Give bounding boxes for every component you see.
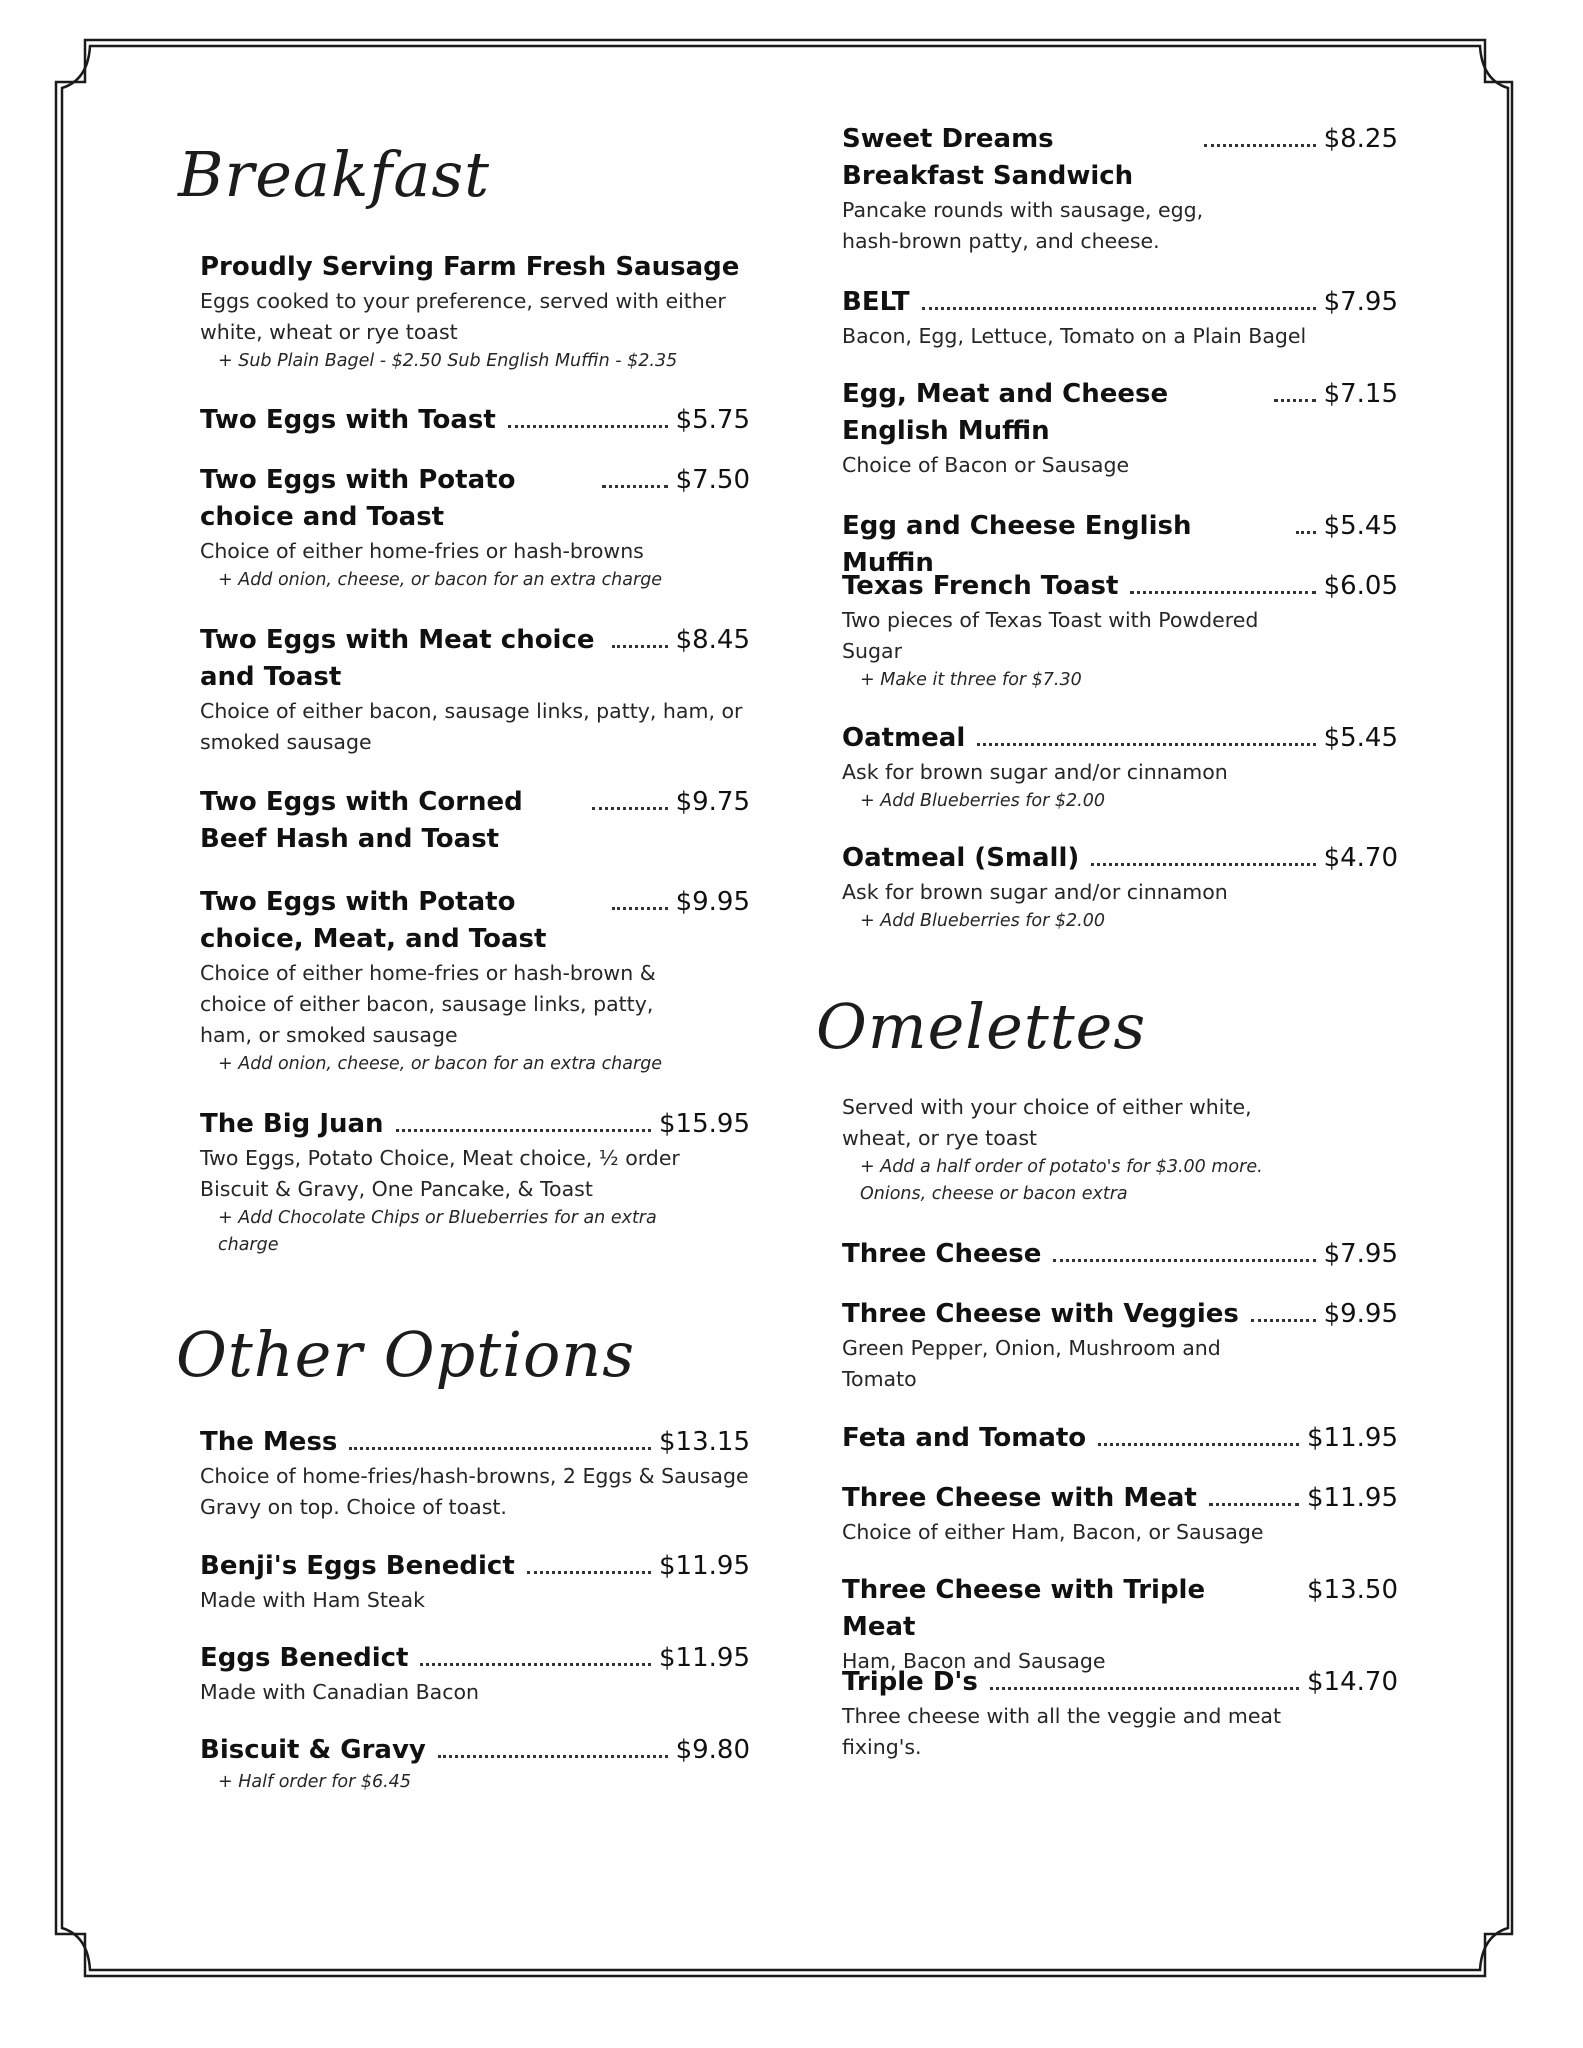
menu-item [842,1664,1398,1763]
item-price: $7.50 [675,465,750,495]
menu-item [200,1548,750,1616]
item-price: $9.95 [1323,1299,1398,1329]
item-price: $9.95 [675,887,750,917]
item-name: Egg and Cheese English Muffin [842,511,1192,578]
dot-leader [438,1755,668,1758]
dot-leader [508,425,668,428]
dot-leader [1091,863,1315,866]
dot-leader [1251,1319,1316,1322]
dot-leader [612,907,668,910]
item-description: Choice of either bacon, sausage links, patty, ham, or smoked sausage [200,699,743,754]
item-note: + Add onion, cheese, or bacon for an extra charge [218,570,663,590]
item-description: Bacon, Egg, Lettuce, Tomato on a Plain Bagel [842,324,1307,348]
menu-item [842,1236,1398,1273]
item-name: Three Cheese with Meat [842,1483,1197,1513]
item-name: Feta and Tomato [842,1423,1087,1453]
item-price: $9.80 [675,1735,750,1765]
item-description: Ask for brown sugar and/or cinnamon [842,760,1228,784]
item-name: Three Cheese with Veggies [842,1299,1239,1329]
dot-leader [527,1571,651,1574]
menu-item [842,1420,1398,1457]
item-name: Two Eggs with Potato choice, Meat, and Toast [200,887,547,954]
dot-leader [1296,531,1316,534]
menu-item [200,462,750,594]
item-price: $5.75 [675,405,750,435]
item-price: $7.95 [1323,287,1398,317]
menu-item [200,884,750,1078]
item-note: + Add Blueberries for $2.00 [860,791,1105,811]
item-note: + Half order for $6.45 [218,1772,411,1792]
item-price: $11.95 [1307,1423,1398,1453]
menu-item [842,1572,1398,1677]
item-note: + Add Blueberries for $2.00 [860,911,1105,931]
menu-item [200,784,750,858]
dot-leader [592,807,668,810]
item-name: The Big Juan [200,1109,384,1139]
item-price: $5.45 [1323,511,1398,541]
item-description: Choice of either home-fries or hash-brown & choice of either bacon, sausage links, patty, ham, or smoked sausage [200,961,656,1047]
omelettes-intro-note: + Add a half order of potato's for $3.00 more. Onions, cheese or bacon extra [860,1157,1263,1204]
item-price: $11.95 [1307,1483,1398,1513]
menu-item [842,1480,1398,1548]
item-description: Choice of either Ham, Bacon, or Sausage [842,1520,1264,1544]
item-description: Eggs cooked to your preference, served with either white, wheat or rye toast [200,289,726,344]
menu-item [200,1640,750,1708]
item-note: + Add onion, cheese, or bacon for an extra charge [218,1054,663,1074]
item-name: Benji's Eggs Benedict [200,1551,515,1581]
menu-item [200,249,750,375]
menu-item [842,376,1398,481]
breakfast-title: Breakfast [178,138,491,211]
dot-leader [349,1447,651,1450]
item-name: Oatmeal (Small) [842,843,1080,873]
item-name: BELT [842,287,910,317]
item-description: Two pieces of Texas Toast with Powdered Sugar [842,608,1259,663]
dot-leader [612,645,668,648]
item-price: $14.70 [1307,1667,1398,1697]
item-name: Sweet Dreams Breakfast Sandwich [842,124,1134,191]
other-options-title: Other Options [176,1318,636,1391]
item-name: Two Eggs with Toast [200,405,496,435]
item-price: $15.95 [659,1109,750,1139]
item-description: Made with Ham Steak [200,1588,425,1612]
item-name: Biscuit & Gravy [200,1735,426,1765]
item-price: $8.45 [675,625,750,655]
dot-leader [1204,144,1316,147]
item-description: Pancake rounds with sausage, egg, hash-brown patty, and cheese. [842,198,1204,253]
menu-item [200,1424,750,1523]
menu-item [842,284,1398,352]
menu-item [842,121,1398,257]
menu-item [200,622,750,758]
dot-leader [922,307,1316,310]
item-name: Two Eggs with Meat choice and Toast [200,625,595,692]
item-note: + Sub Plain Bagel - $2.50 Sub English Muffin - $2.35 [218,351,678,371]
item-price: $4.70 [1323,843,1398,873]
item-price: $13.50 [1307,1575,1398,1605]
item-note: + Make it three for $7.30 [860,670,1082,690]
dot-leader [602,485,668,488]
omelettes-intro [842,1092,1398,1208]
item-name: Three Cheese [842,1239,1042,1269]
omelettes-title: Omelettes [816,990,1147,1063]
item-description: Ask for brown sugar and/or cinnamon [842,880,1228,904]
item-name: Eggs Benedict [200,1643,409,1673]
item-description: Choice of Bacon or Sausage [842,453,1130,477]
item-name: Two Eggs with Potato choice and Toast [200,465,516,532]
dot-leader [396,1129,651,1132]
menu-item [200,402,750,439]
item-description: Choice of home-fries/hash-browns, 2 Eggs & Sausage Gravy on top. Choice of toast. [200,1464,749,1519]
item-description: Green Pepper, Onion, Mushroom and Tomato [842,1336,1221,1391]
item-price: $11.95 [659,1551,750,1581]
item-price: $5.45 [1323,723,1398,753]
dot-leader [1098,1443,1299,1446]
dot-leader [1053,1259,1315,1262]
item-name: Triple D's [842,1667,978,1697]
menu-item [842,840,1398,935]
item-description: Three cheese with all the veggie and meat fixing's. [842,1704,1282,1759]
item-description: Ham, Bacon and Sausage [842,1649,1106,1673]
item-name: Two Eggs with Corned Beef Hash and Toast [200,787,523,854]
item-name: Egg, Meat and Cheese English Muffin [842,379,1169,446]
item-name: Texas French Toast [842,571,1119,601]
item-description: Made with Canadian Bacon [200,1680,480,1704]
dot-leader [1274,399,1316,402]
item-price: $7.15 [1323,379,1398,409]
item-name: Three Cheese with Triple Meat [842,1575,1206,1642]
item-name: Proudly Serving Farm Fresh Sausage [200,252,740,282]
dot-leader [990,1687,1299,1690]
menu-item [842,568,1398,694]
item-price: $9.75 [675,787,750,817]
dot-leader [1209,1503,1299,1506]
dot-leader [977,743,1315,746]
menu-item [842,1296,1398,1395]
item-price: $8.25 [1323,124,1398,154]
dot-leader [1130,591,1315,594]
dot-leader [420,1663,651,1666]
omelettes-intro-text: Served with your choice of either white, wheat, or rye toast [842,1095,1252,1150]
item-note: + Add Chocolate Chips or Blueberries for an extra charge [218,1208,657,1255]
menu-item [842,720,1398,815]
item-description: Choice of either home-fries or hash-browns [200,539,644,563]
item-name: Oatmeal [842,723,966,753]
menu-item [200,1732,750,1796]
item-name: The Mess [200,1427,338,1457]
item-price: $13.15 [659,1427,750,1457]
item-description: Two Eggs, Potato Choice, Meat choice, ½ order Biscuit & Gravy, One Pancake, & Toast [200,1146,680,1201]
item-price: $11.95 [659,1643,750,1673]
item-price: $6.05 [1323,571,1398,601]
item-price: $7.95 [1323,1239,1398,1269]
menu-item [200,1106,750,1259]
